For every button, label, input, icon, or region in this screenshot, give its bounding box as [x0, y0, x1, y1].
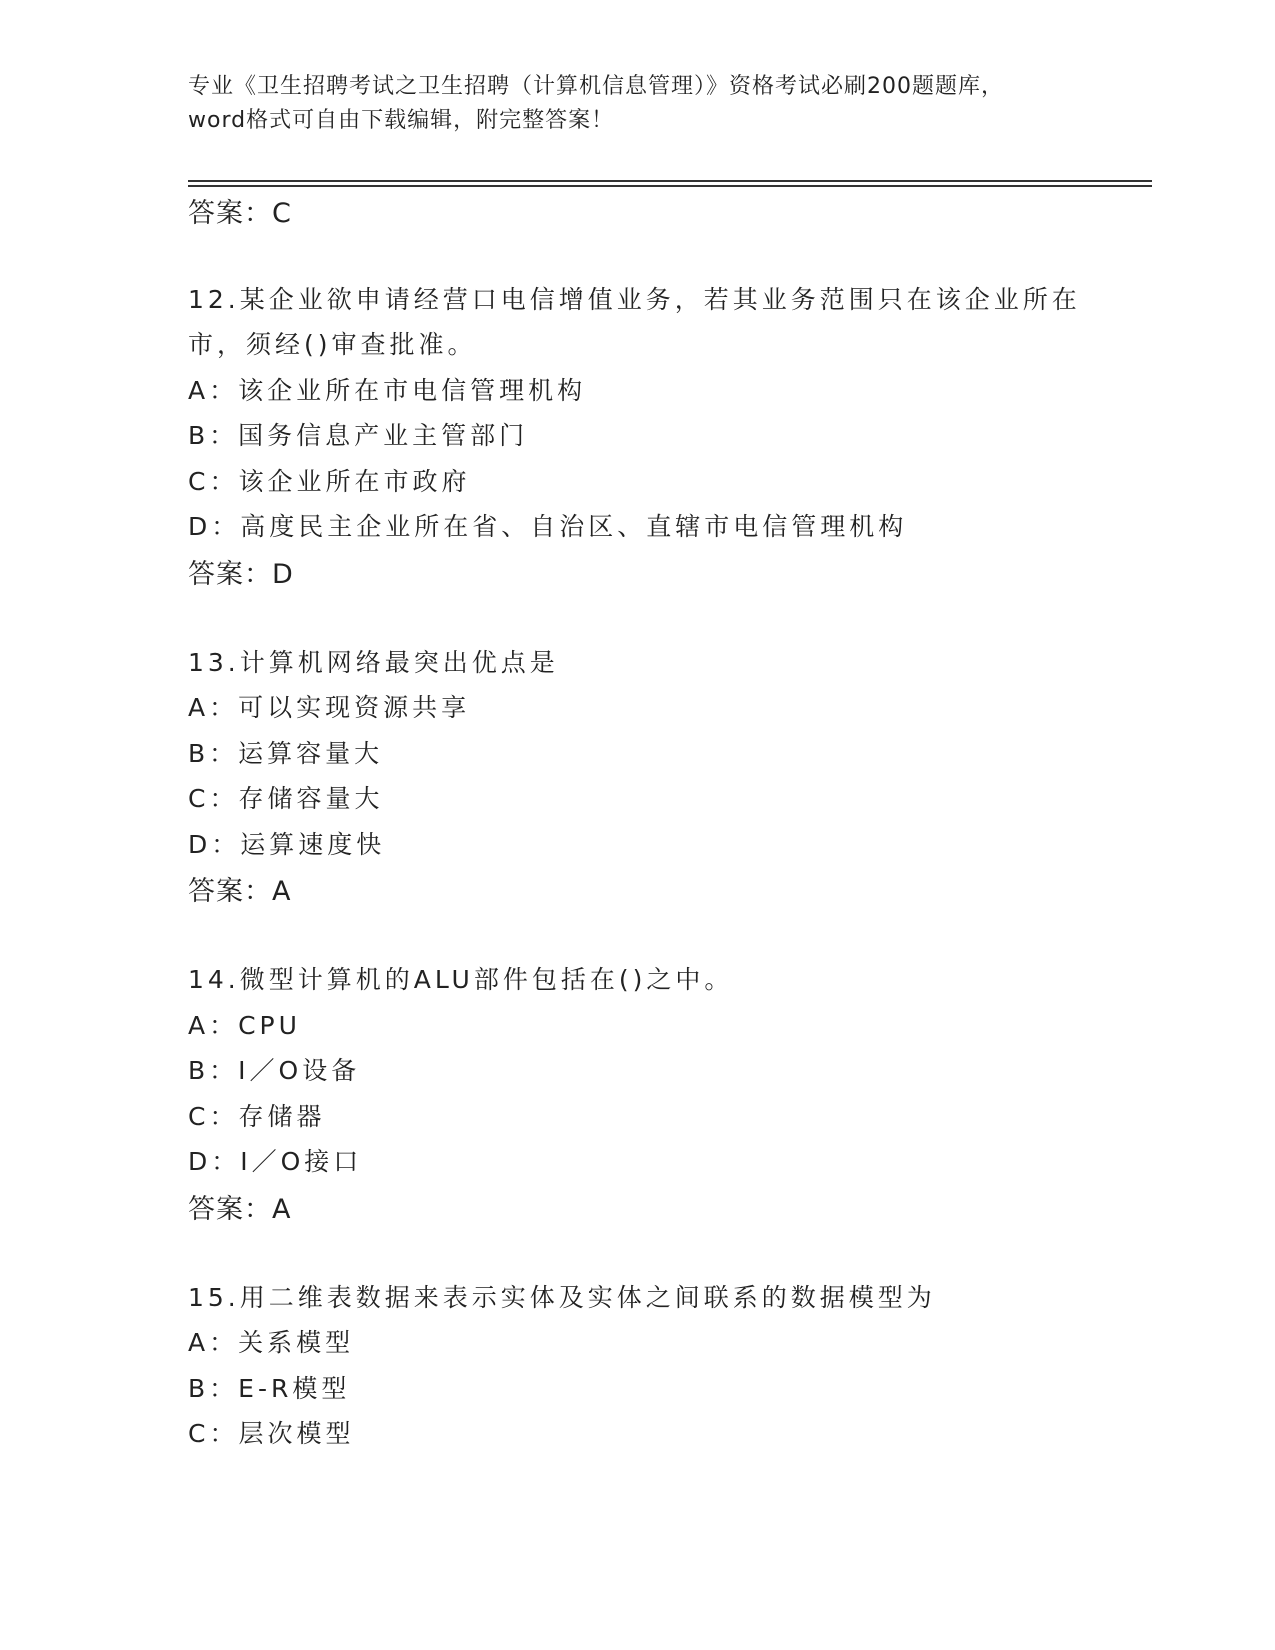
answer-line: 答案：D — [188, 559, 294, 590]
question-stem-line: 市，须经()审查批准。 — [188, 330, 477, 359]
answer-line: 答案：A — [188, 876, 292, 907]
option-b: B：运算容量大 — [188, 739, 384, 768]
question-stem-line: 13.计算机网络最突出优点是 — [188, 648, 559, 677]
option-d: D：高度民主企业所在省、自治区、直辖市电信管理机构 — [188, 512, 908, 541]
question-stem-line: 12.某企业欲申请经营口电信增值业务，若其业务范围只在该企业所在 — [188, 285, 1081, 314]
option-a: A：关系模型 — [188, 1328, 355, 1357]
document-header — [188, 70, 1088, 138]
option-d: D：I／O接口 — [188, 1147, 363, 1176]
header-line-2: word格式可自由下载编辑，附完整答案！ — [188, 108, 615, 133]
option-c: C：存储容量大 — [188, 784, 384, 813]
option-b: B：国务信息产业主管部门 — [188, 421, 529, 450]
question-stem-line: 15.用二维表数据来表示实体及实体之间联系的数据模型为 — [188, 1283, 936, 1312]
option-c: C：存储器 — [188, 1102, 326, 1131]
option-d: D：运算速度快 — [188, 830, 386, 859]
header-divider-bottom — [188, 185, 1152, 187]
option-c: C：该企业所在市政府 — [188, 467, 471, 496]
option-b: B：E-R模型 — [188, 1374, 351, 1403]
answer-line: 答案：A — [188, 1194, 292, 1225]
option-a: A：可以实现资源共享 — [188, 693, 471, 722]
header-line-1: 专业《卫生招聘考试之卫生招聘（计算机信息管理）》资格考试必刷200题题库， — [188, 74, 1004, 99]
option-a: A：该企业所在市电信管理机构 — [188, 376, 587, 405]
question-stem-line: 14.微型计算机的ALU部件包括在()之中。 — [188, 965, 734, 994]
option-c: C：层次模型 — [188, 1419, 355, 1448]
answer-line: 答案：C — [188, 198, 292, 229]
header-divider-top — [188, 180, 1152, 182]
option-a: A：CPU — [188, 1011, 301, 1040]
option-b: B：I／O设备 — [188, 1056, 361, 1085]
